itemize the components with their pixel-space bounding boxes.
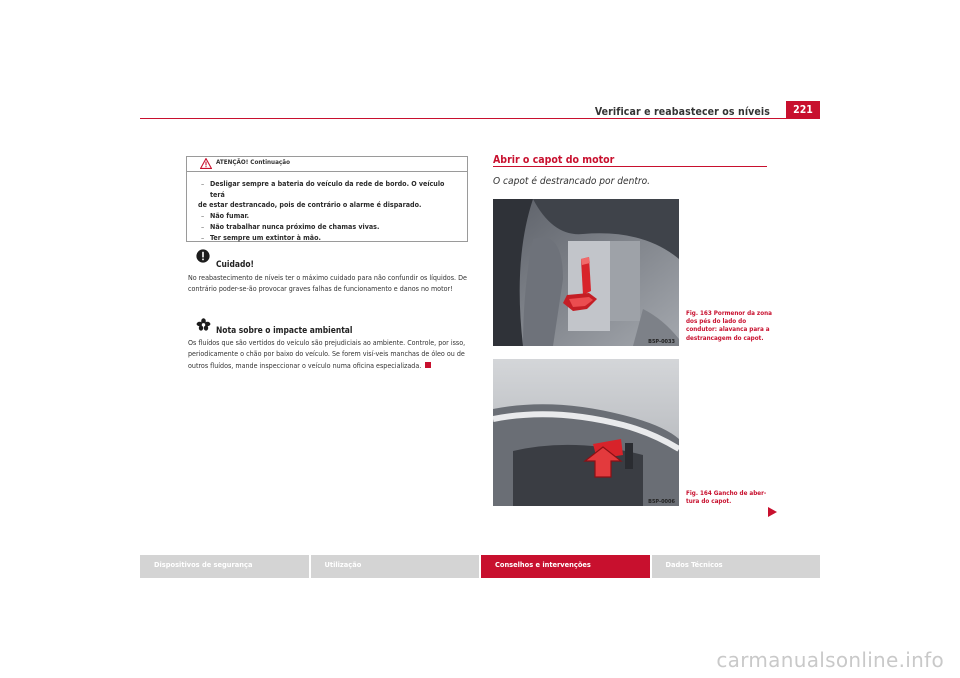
footer-navigation [140, 555, 820, 578]
figure-code: B5P-0006 [648, 499, 675, 505]
figure-hood-opening-hook [493, 359, 679, 506]
header-divider [140, 118, 820, 119]
exclamation-circle-icon [196, 249, 210, 263]
caution-heading: Cuidado! [216, 259, 254, 269]
environment-body: Os fluídos que são vertidos do veículo são prejudiciais ao ambiente. Controle, por isso, periodicamente o chão por baixo do veículo. Se forem visí-veis manchas de óleo ou de outros fluídos, mande inspeccionar o veículo numa oficina especializada. [188, 338, 466, 370]
list-dash: – [201, 232, 205, 242]
warning-list [198, 179, 460, 243]
watermark: carmanualsonline.info [716, 648, 944, 672]
hood-opening-hook-illustration [493, 359, 679, 506]
nav-tab-advice-maintenance[interactable]: Conselhos e intervenções [481, 555, 650, 578]
section-heading: Abrir o capot do motor [493, 154, 615, 166]
warning-box [186, 156, 468, 242]
figure-code: B5P-0033 [648, 339, 675, 345]
caution-body: No reabastecimento de níveis ter o máximo cuidado para não confundir os líquidos. De contrário poder-se-ão provocar graves falhas de funcionamento e danos no motor! [188, 273, 467, 294]
warning-box-header [187, 157, 467, 172]
list-dash: – [201, 211, 205, 221]
nav-tab-technical-data[interactable]: Dados Técnicos [652, 555, 821, 578]
warning-list-item: – Não fumar. [201, 211, 250, 221]
warning-list-item: – Ter sempre um extintor à mão. [201, 232, 321, 242]
warning-box-title: ATENÇÃO! Continuação [216, 159, 290, 166]
nav-tab-operation[interactable]: Utilização [311, 555, 480, 578]
page-number-badge: 221 [786, 101, 820, 119]
warning-list-item: – Desligar sempre a bateria do veículo da rede de bordo. O veículo terá [201, 179, 445, 199]
environment-heading: Nota sobre o impacte ambiental [216, 325, 353, 335]
figure-163-caption: Fig. 163 Pormenor da zona dos pés do lado do condutor: alavanca para a destrancagem do capot. [686, 310, 772, 342]
list-dash: – [201, 221, 205, 231]
figure-hood-release-lever [493, 199, 679, 346]
section-divider [493, 166, 767, 167]
flower-icon [196, 318, 211, 332]
next-page-arrow-icon[interactable] [768, 507, 777, 517]
end-of-section-marker [425, 362, 431, 368]
section-subtitle: O capot é destrancado por dentro. [493, 176, 651, 187]
warning-list-item-continued: de estar destrancado, pois de contrário o alarme é disparado. [198, 200, 422, 210]
hood-release-lever-illustration [493, 199, 679, 346]
figure-164-caption: Fig. 164 Gancho de aber-tura do capot. [686, 490, 767, 506]
page-header-title: Verificar e reabastecer os níveis [594, 106, 770, 118]
list-dash: – [201, 179, 205, 188]
warning-triangle-icon [200, 158, 212, 169]
nav-tab-safety[interactable]: Dispositivos de segurança [140, 555, 309, 578]
warning-list-item: – Não trabalhar nunca próximo de chamas vivas. [201, 221, 380, 231]
